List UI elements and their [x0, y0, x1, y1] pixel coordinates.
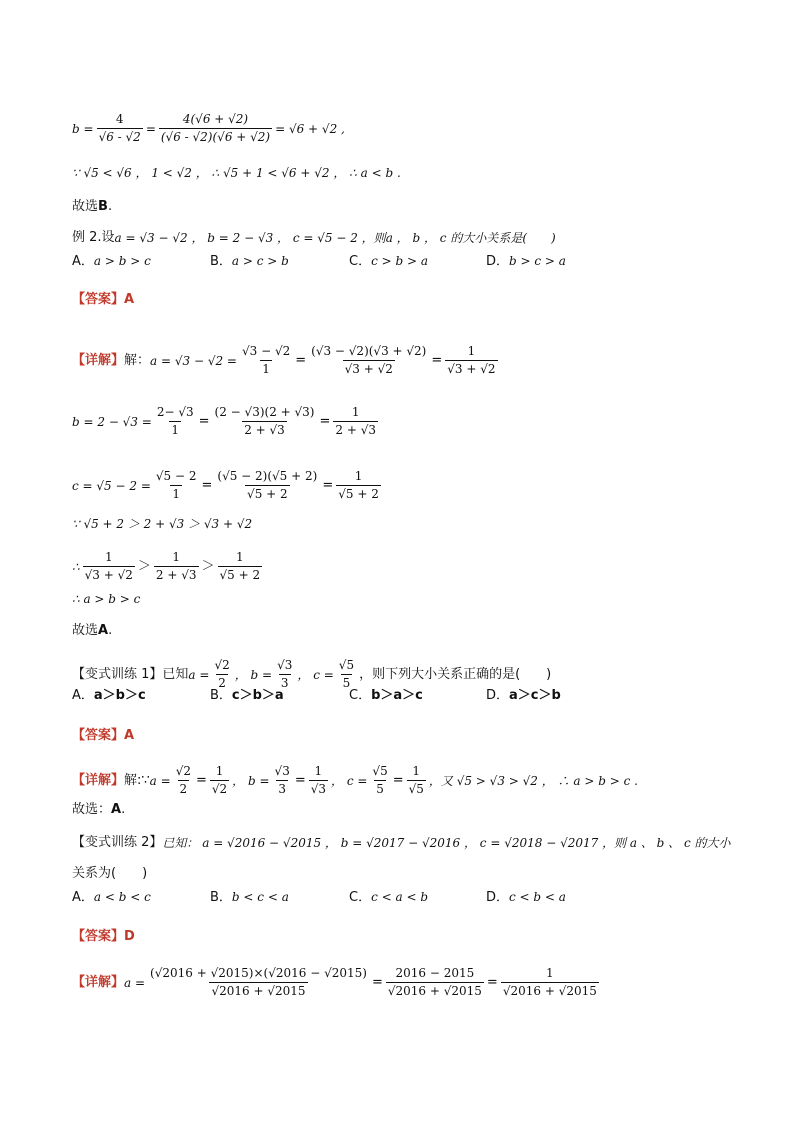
- variant-1-label: 【变式训练 1】: [72, 666, 163, 682]
- detail-3-line: 【详解】 a = $\frac{(√2016 + √2015)\times(√2016 - √2015)}{√2016 + √2015}$ = $\frac{2016 - 2015}{√2016 + √2015}$ = $\frac{1}{√2016 + √2015}$: [72, 966, 597, 998]
- b-calculation-line: b = $\frac{4}{√6 - √2}$ = $\frac{4(√6 + √2)}{(√6 - √2)(√6 + √2)}$ = √6 + √2 ,: [72, 112, 345, 144]
- rationalized-fraction: $\frac{4(√6 + √2)}{(√6 - √2)(√6 + √2)}$: [160, 112, 271, 144]
- option-c: C．c > b > a: [349, 253, 429, 269]
- therefore-fraction-line: ∴ $\frac{1}{√3 + √2}$ ＞ $\frac{1}{2 + √3}$ ＞ $\frac{1}{√5 + 2}$: [72, 550, 261, 582]
- detail-c-line: c = √5 − 2 = $\frac{√5 - 2}{1}$ = $\frac{(√5 - 2)(√5 + 2)}{√5 + 2}$ = $\frac{1}{√5 + 2}$: [72, 469, 379, 501]
- answer-1-value: A: [124, 292, 135, 307]
- variant-2-label: 【变式训练 2】: [72, 835, 163, 850]
- b-result: = √6 + √2 ,: [275, 121, 345, 136]
- detail-2-line: 【详解】 解:∵ a = $\frac{√2}{2}$ = $\frac{1}{√2}$ ， b = $\frac{√3}{3}$ = $\frac{1}{√3}$ ， c = $\frac{√5}{5}$ = $\frac{1}{√5}$ ，又 √5 > √3 > √2 ， ∴ a > b > c .: [72, 764, 638, 796]
- conclusion-line-a2: 故选： A .: [72, 802, 126, 817]
- conclusion-line-b: 故选 B .: [72, 199, 113, 214]
- option-a: A．a < b < c: [72, 889, 151, 905]
- example-2-label: 例 2.设: [72, 230, 115, 245]
- detail-b-line: b = 2 − √3 = $\frac{2- √3}{1}$ = $\frac{(2 - √3)(2 + √3)}{2 + √3}$ = $\frac{1}{2 + √3}$: [72, 405, 376, 437]
- b-lhs: b =: [72, 121, 94, 136]
- option-b: B．b < c < a: [210, 889, 289, 905]
- option-a: A．a＞b＞c: [72, 688, 146, 703]
- variant-2-question-line-1: 【变式训练 2】 已知： a = √2016 − √2015 ， b = √2017 − √2016 ， c = √2018 − √2017 ，则 a 、 b 、 c 的大小: [72, 835, 731, 850]
- option-b: B．c＞b＞a: [210, 688, 284, 703]
- example-2-question: 例 2.设 a = √3 − √2 ， b = 2 − √3 ， c = √5 − 2 ，则 a ， b ， c 的大小关系是( ): [72, 230, 556, 245]
- option-b: B．a > c > b: [210, 253, 289, 269]
- answer-2-line: 【答案】 A: [72, 728, 135, 743]
- variant-1-question: 【变式训练 1】 已知 a = $\frac{√2}{2}$ ， b = $\frac{√3}{3}$ ， c = $\frac{√5}{5}$ ，则下列大小关系正确的是( ): [72, 658, 552, 690]
- answer-1-line: [72, 291, 734, 309]
- comparison-line-1: ∵ √5 < √6 ， 1 < √2 ， ∴ √5 + 1 < √6 + √2 ， ∴ a < b .: [72, 166, 401, 180]
- answer-label: 【答案】: [72, 292, 125, 307]
- option-d: D．a＞c＞b: [486, 688, 561, 703]
- fraction-4-over-root6-minus-root2: $\frac{4}{√6 - √2}$: [98, 112, 141, 144]
- detail-a-line: 【详解】 解： a = √3 − √2 = $\frac{√3 - √2}{1}$ = $\frac{(√3 - √2)(√3 + √2)}{√3 + √2}$ = $\frac{1}{√3 + √2}$: [72, 344, 496, 376]
- detail-label: 【详解】: [72, 352, 125, 368]
- therefore-order-line: ∴ a > b > c: [72, 592, 141, 606]
- answer-3-value: D: [124, 929, 135, 944]
- option-c: C．b＞a＞c: [349, 688, 423, 703]
- comparison-line-2: ∵ √5 + 2 ＞ 2 + √3 ＞ √3 + √2: [72, 517, 253, 531]
- conclusion-line-a: 故选 A .: [72, 623, 113, 638]
- option-a: A．a > b > c: [72, 253, 151, 269]
- answer-2-value: A: [124, 728, 135, 743]
- option-d: D．b > c > a: [486, 253, 566, 269]
- option-d: D．c < b < a: [486, 889, 566, 905]
- answer-3-line: 【答案】 D: [72, 929, 135, 944]
- option-c: C．c < a < b: [349, 889, 429, 905]
- variant-2-question-line-2: 关系为( ): [72, 866, 148, 881]
